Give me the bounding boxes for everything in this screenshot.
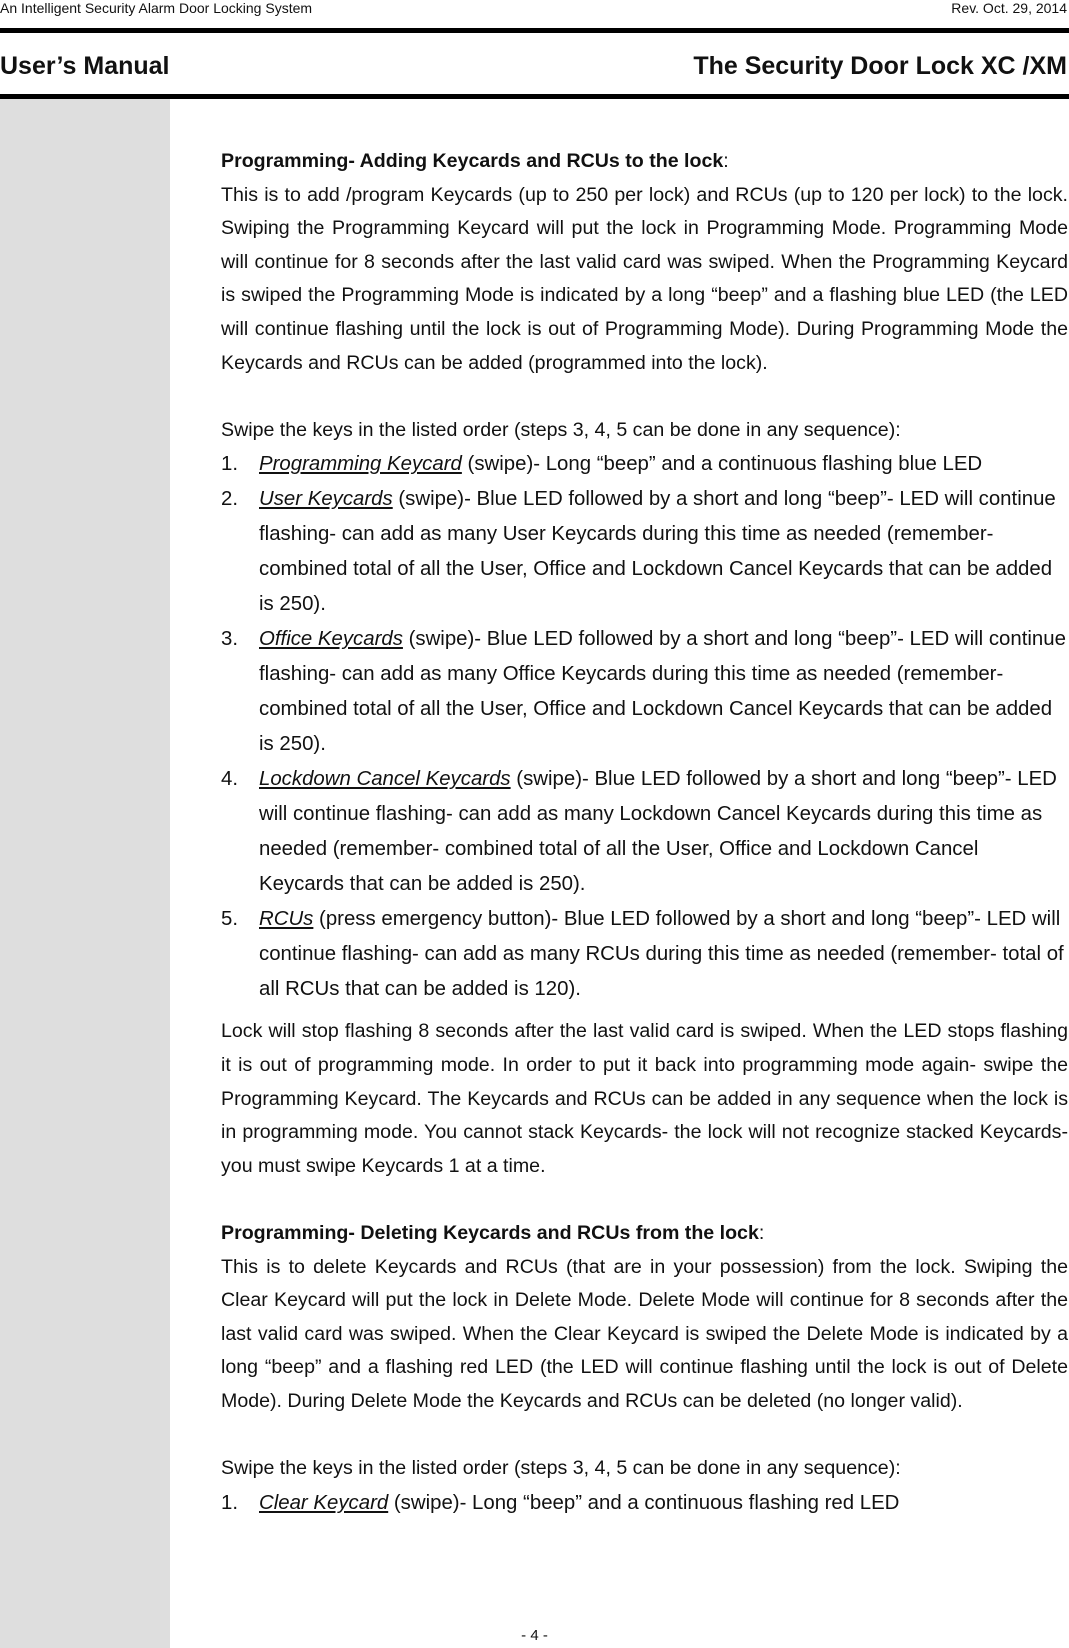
step-number: 2. [221,488,239,511]
page-content [221,145,1068,1521]
adding-order-note: Swipe the keys in the listed order (steps 3, 4, 5 can be done in any sequence): [221,418,901,441]
page-number: - 4 - [521,1627,548,1644]
adding-closing: Lock will stop flashing 8 seconds after the last valid card is swiped. When the LED stops flashing it is out of programming mode. In order to put it back into programming mode again- swipe the Programming Keycard. The Keycards and RCUs can be added in any sequence when the lock is in programming mode. You cannot stack Keycards- the lock will not recognize stacked Keycards- you must swipe Keycards 1 at a time. [221,1020,1068,1177]
list-item [221,902,1068,1007]
document-title: An Intelligent Security Alarm Door Locking System [0,0,313,16]
step-description: (press emergency button)- Blue LED followed by a short and long “beep”- LED will continue flashing- can add as many RCUs during this time as needed (remember- total of all RCUs that can be added is 120). [259,908,1064,1001]
step-number: 5. [221,908,239,931]
left-margin-band [0,98,170,1648]
deleting-intro: This is to delete Keycards and RCUs (that are in your possession) from the lock. Swiping the Clear Keycard will put the lock in Delete Mode. Delete Mode will continue for 8 seconds after the last valid card was swiped. When the Clear Keycard is swiped the Delete Mode is indicated by a long “beep” and a flashing red LED (the LED will continue flashing until the lock is out of Delete Mode). During Delete Mode the Keycards and RCUs can be deleted (no longer valid). [221,1255,1068,1412]
step-number: 4. [221,768,239,791]
adding-heading-text: Programming- Adding Keycards and RCUs to the lock [221,150,724,172]
adding-heading-colon: : [723,150,729,172]
step-keycard-name: Office Keycards [259,628,403,651]
step-keycard-name: Clear Keycard [259,1491,389,1514]
adding-section-heading [221,145,1068,179]
step-number: 1. [221,1491,239,1514]
deleting-heading-text: Programming- Deleting Keycards and RCUs from the lock [221,1221,759,1244]
adding-steps-list [221,447,1068,1007]
deleting-section-heading [221,1217,1068,1251]
header-rule-top [0,28,1069,33]
step-description: (swipe)- Blue LED followed by a short and long “beep”- LED will continue flashing- can add as many Office Keycards during this time as needed (remember- combined total of all the User, Office and Lockdown Cancel Keycards that can be added is 250). [259,628,1066,756]
list-item [221,1486,1068,1521]
product-title: The Security Door Lock XC /XM [693,52,1067,80]
step-number: 1. [221,453,239,476]
deleting-order-note: Swipe the keys in the listed order (steps 3, 4, 5 can be done in any sequence): [221,1457,901,1480]
step-keycard-name: RCUs [259,908,314,931]
manual-label: User’s Manual [0,52,170,80]
list-item [221,622,1068,762]
step-description: (swipe)- Long “beep” and a continuous flashing blue LED [461,453,983,476]
list-item [221,447,1068,482]
list-item [221,762,1068,902]
step-keycard-name: Lockdown Cancel Keycards [259,768,511,791]
list-item [221,482,1068,622]
step-description: (swipe)- Blue LED followed by a short and long “beep”- LED will continue flashing- can add as many Lockdown Cancel Keycards during this time as needed (remember- combined total of all the User, Office and Lockdown Cancel Keycards that can be added is 250). [259,768,1057,896]
deleting-steps-list [221,1486,1068,1521]
adding-intro: This is to add /program Keycards (up to 250 per lock) and RCUs (up to 120 per lock) to the lock. Swiping the Programming Keycard will put the lock in Programming Mode. Programming Mode will continue for 8 seconds after the last valid card was swiped. When the Programming Keycard is swiped the Programming Mode is indicated by a long “beep” and a flashing blue LED (the LED will continue flashing until the lock is out of Programming Mode). During Programming Mode the Keycards and RCUs can be added (programmed into the lock). [221,183,1068,374]
step-keycard-name: Programming Keycard [259,453,462,476]
step-description: (swipe)- Blue LED followed by a short and long “beep”- LED will continue flashing- can add as many User Keycards during this time as needed (remember- combined total of all the User, Office and Lockdown Cancel Keycards that can be added is 250). [259,488,1056,616]
step-keycard-name: User Keycards [259,488,393,511]
header-rule-bottom [0,94,1069,99]
revision-date: Rev. Oct. 29, 2014 [951,0,1067,16]
step-description: (swipe)- Long “beep” and a continuous flashing red LED [388,1491,900,1514]
step-number: 3. [221,628,239,651]
deleting-heading-colon: : [758,1221,765,1244]
